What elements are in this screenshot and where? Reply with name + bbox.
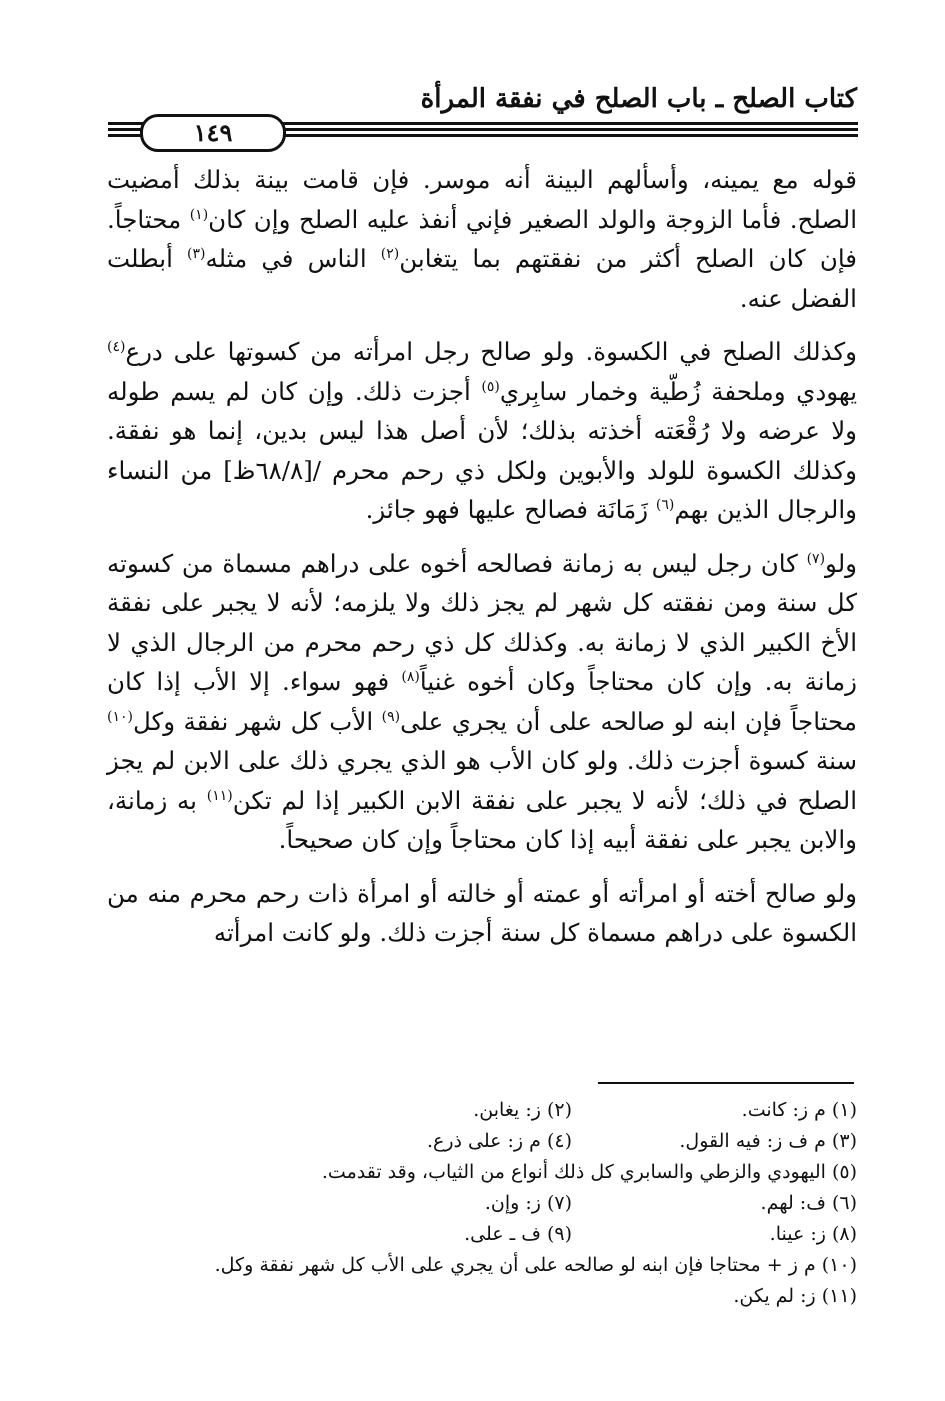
header-rule (108, 112, 858, 152)
footnote: (١٠) م ز + محتاجا فإن ابنه لو صالحه على أن يجري على الأب كل شهر نفقة وكل. (214, 1254, 857, 1276)
footnote-separator (598, 1082, 854, 1084)
text-run: يهودي وملحفة زُطّية وخمار سابِري (499, 376, 858, 406)
footnote-marker[interactable]: (١٠) (107, 708, 133, 725)
footnote: (٩) ف ـ على. (464, 1223, 572, 1245)
running-header-title: كتاب الصلح ـ باب الصلح في نفقة المرأة (420, 84, 857, 114)
text-run: قوله مع يمينه، وأسألهم البينة أنه موسر. فإن قامت بينة بذلك أمضيت الصلح. فأما الزوجة والولد الصغير فإني أنفذ عليه الصلح وإن كان (107, 165, 858, 234)
footnote-marker[interactable]: (٨) (401, 668, 420, 685)
footnote: (٥) اليهودي والزطي والسابري كل ذلك أنواع من الثياب، وقد تقدمت. (321, 1161, 857, 1183)
text-run: به زمانة، والابن يجبر على نفقة أبيه إذا كان محتاجاً وإن كان صحيحاً. (107, 785, 857, 854)
footnotes (97, 1095, 857, 1312)
paragraph (107, 332, 857, 530)
footnote-marker[interactable]: (٣) (187, 245, 206, 262)
footnote: (١١) ز: لم يكن. (733, 1285, 857, 1307)
page-number-badge: ١٤٩ (140, 114, 286, 152)
footnote: (٦) ف: لهم. (760, 1192, 857, 1214)
footnote-marker[interactable]: (٥) (481, 378, 500, 395)
footnote-marker[interactable]: (٧) (806, 550, 826, 567)
footnote-row (97, 1219, 857, 1250)
footnote: (٣) م ف ز: فيه القول. (679, 1130, 857, 1152)
footnote-marker[interactable]: (٤) (107, 338, 126, 355)
footnote-row (97, 1188, 857, 1219)
text-run: أجزت ذلك. وإن كان لم يسم طوله ولا عرضه ولا رُقْعَته أخذته بذلك؛ لأن أصل هذا ليس بدين، إنما هو نفقة. وكذلك الكسوة للولد والأبوين ولكل ذي رحم محرم /[٦٨/٨ظ] من النساء والرجال الذين بهم (107, 376, 857, 524)
text-run: ولو صالح أخته أو امرأته أو عمته أو خالته أو امرأة ذات رحم محرم منه من الكسوة على دراهم مسماة كل سنة أجزت ذلك. ولو كانت امرأته (107, 878, 857, 947)
footnote-marker[interactable]: (٦) (655, 496, 675, 513)
paragraph (107, 160, 857, 318)
footnote-marker[interactable]: (١) (189, 206, 209, 223)
text-run: أبطلت الفضل عنه. (107, 244, 857, 313)
paragraph (107, 544, 857, 860)
text-run: ولو (825, 548, 857, 578)
text-run: وكذلك الصلح في الكسوة. ولو صالح رجل امرأته من كسوتها على درع (125, 337, 857, 366)
text-run: الناس في مثله (205, 244, 381, 273)
footnote-marker[interactable]: (٩) (381, 708, 401, 725)
text-run: فهو سواء. إلا الأب إذا كان محتاجاً فإن ابنه لو صالحه على أن يجري على (107, 667, 857, 736)
footnote-marker[interactable]: (١١) (206, 787, 233, 804)
text-run: سنة كسوة أجزت ذلك. ولو كان الأب هو الذي يجري ذلك على الابن لم يجز الصلح في ذلك؛ لأنه لا يجبر على نفقة الابن الكبير إذا لم تكن (107, 746, 858, 815)
text-run: كان رجل ليس به زمانة فصالحه أخوه على دراهم مسماة من كسوته كل سنة ومن نفقته كل شهر لم يجز ذلك ولا يلزمه؛ لأنه لا يجبر على نفقة الأخ الكبير الذي لا زمانة به. وكذلك كل ذي رحم محرم من الرجال الذي لا زمانة به. وإن كان محتاجاً وكان أخوه غنياً (107, 548, 857, 696)
footnote-row (97, 1095, 857, 1126)
footnote: (٧) ز: وإن. (484, 1192, 572, 1214)
text-run: زَمَانَة فصالح عليها فهو جائز. (365, 495, 656, 524)
footnote: (٢) ز: يغابن. (473, 1099, 572, 1121)
text-run: محتاجاً. فإن كان الصلح أكثر من نفقتهم بما يتغابن (107, 204, 857, 273)
footnote-row (97, 1126, 857, 1157)
footnote: (٨) ز: عينا. (769, 1223, 857, 1245)
main-text (107, 160, 857, 967)
footnote: (١) م ز: كانت. (741, 1099, 857, 1121)
paragraph (107, 874, 857, 953)
footnote: (٤) م ز: على ذرع. (426, 1130, 572, 1152)
footnote-marker[interactable]: (٢) (380, 245, 400, 262)
text-run: الأب كل شهر نفقة وكل (132, 706, 382, 736)
